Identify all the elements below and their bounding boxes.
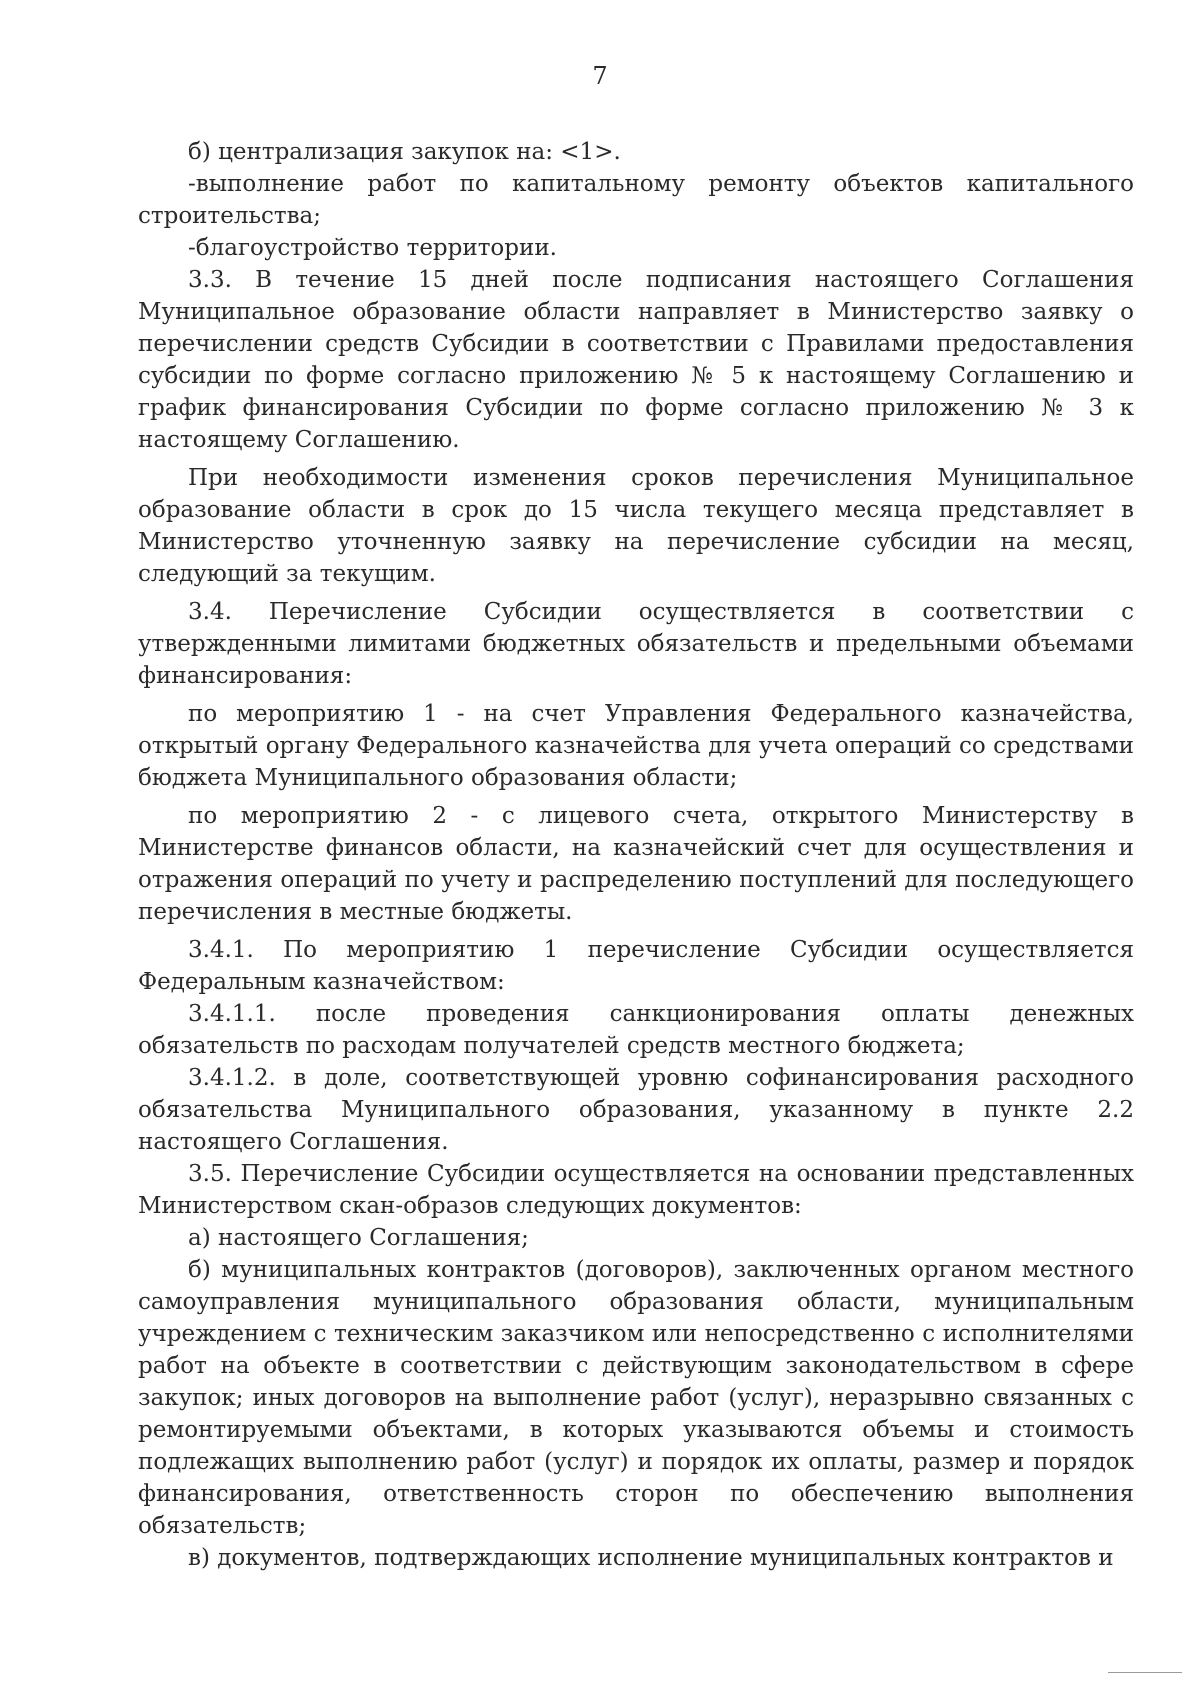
paragraph: 3.5. Перечисление Субсидии осуществляется на основании представленных Министерством скан-образов следующих документов: [138,1161,1134,1219]
paragraph: 3.4.1.2. в доле, соответствующей уровню софинансирования расходного обязательства Муниципального образования, указанному в пункте 2.2 настоящего Соглашения. [138,1065,1134,1155]
paragraph: б) муниципальных контрактов (договоров), заключенных органом местного самоуправления муниципального образования области, муниципальным учреждением с техническим заказчиком или непосредственно с исполнителями работ на объекте в соответствии с действующим законодательством в сфере закупок; иных договоров на выполнение работ (услуг), неразрывно связанных с ремонтируемыми объектами, в которых указываются объемы и стоимость подлежащих выполнению работ (услуг) и порядок их оплаты, размер и порядок финансирования, ответственность сторон по обеспечению выполнения обязательств; [138,1257,1134,1539]
document-body [138,136,1134,1574]
paragraph: 3.4. Перечисление Субсидии осуществляется в соответствии с утвержденными лимитами бюджетных обязательств и предельными объемами финансирования: [138,599,1134,689]
paragraph: по мероприятию 2 - с лицевого счета, открытого Министерству в Министерстве финансов области, на казначейский счет для осуществления и отражения операций по учету и распределению поступлений для последующего перечисления в местные бюджеты. [138,803,1134,925]
paragraph: При необходимости изменения сроков перечисления Муниципальное образование области в срок до 15 числа текущего месяца представляет в Министерство уточненную заявку на перечисление субсидии на месяц, следующий за текущим. [138,465,1134,587]
paragraph: 3.3. В течение 15 дней после подписания настоящего Соглашения Муниципальное образование области направляет в Министерство заявку о перечислении средств Субсидии в соответствии с Правилами предоставления субсидии по форме согласно приложению № 5 к настоящему Соглашению и график финансирования Субсидии по форме согласно приложению № 3 к настоящему Соглашению. [138,267,1134,453]
paragraph: 3.4.1.1. после проведения санкционирования оплаты денежных обязательств по расходам получателей средств местного бюджета; [138,1001,1134,1059]
paragraph: -выполнение работ по капитальному ремонту объектов капитального строительства; [138,171,1134,229]
paragraph: по мероприятию 1 - на счет Управления Федерального казначейства, открытый органу Федерального казначейства для учета операций со средствами бюджета Муниципального образования области; [138,701,1134,791]
paragraph: а) настоящего Соглашения; [188,1225,529,1251]
paragraph: б) централизация закупок на: <1>. [188,139,621,165]
page-number: 7 [592,62,608,90]
paragraph: 3.4.1. По мероприятию 1 перечисление Субсидии осуществляется Федеральным казначейством: [138,937,1134,995]
paragraph: -благоустройство территории. [188,235,557,261]
footer-rule [1108,1672,1182,1673]
paragraph: в) документов, подтверждающих исполнение муниципальных контрактов и [188,1545,1114,1571]
